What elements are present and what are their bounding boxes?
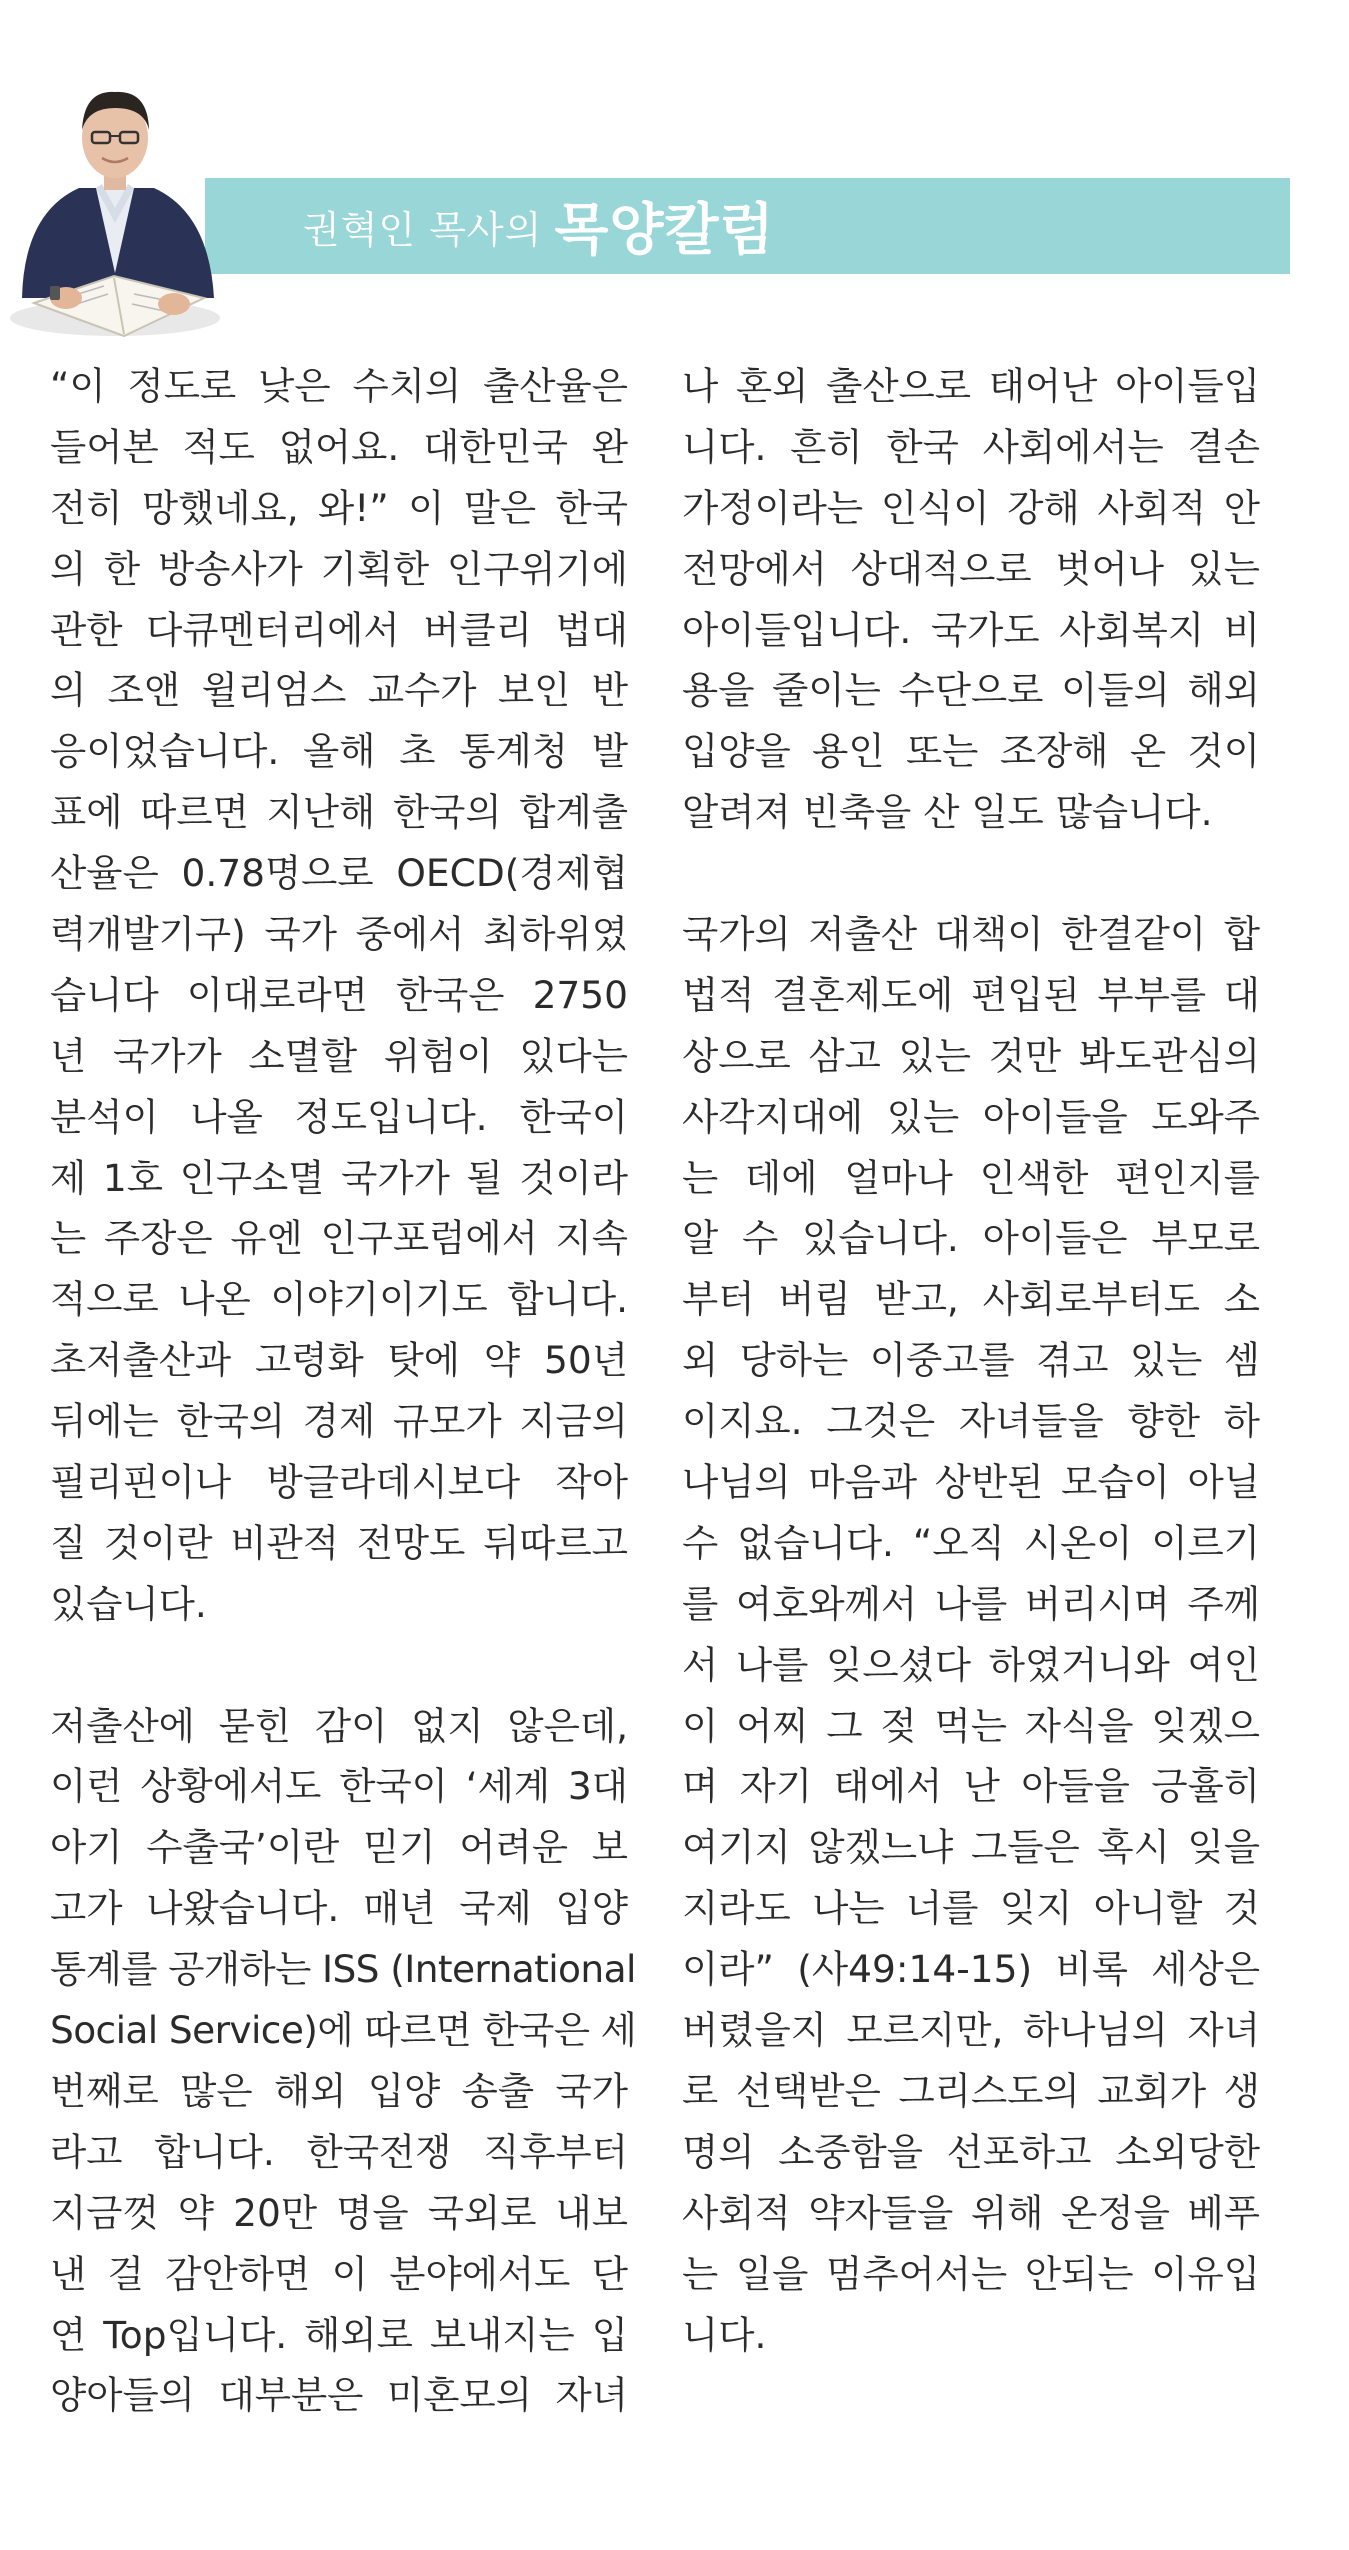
text-line: 적으로 나온 이야기이기도 합니다.	[50, 1277, 628, 1322]
author-photo	[4, 48, 226, 338]
text-line: 법적 결혼제도에 편입된 부부를 대	[682, 972, 1260, 1017]
text-line: 년 국가가 소멸할 위험이 있다는	[50, 1033, 628, 1078]
text-line: 낸 걸 감안하면 이 분야에서도 단	[50, 2251, 628, 2296]
text-line: 외 당하는 이중고를 겪고 있는 셈	[682, 1338, 1260, 1383]
text-line: 관한 다큐멘터리에서 버클리 법대	[50, 607, 628, 652]
text-line: 사각지대에 있는 아이들을 도와주	[682, 1094, 1260, 1139]
text-line: 이라” (사49:14-15) 비록 세상은	[682, 1947, 1260, 1992]
text-line: 로 선택받은 그리스도의 교회가 생	[682, 2068, 1260, 2113]
text-line: 고가 나왔습니다. 매년 국제 입양	[50, 1886, 628, 1931]
text-line: 력개발기구) 국가 중에서 최하위였	[50, 912, 628, 957]
text-line: 질 것이란 비관적 전망도 뒤따르고	[50, 1520, 628, 1565]
text-line: 번째로 많은 해외 입양 송출 국가	[50, 2068, 628, 2113]
text-line: 아이들입니다. 국가도 사회복지 비	[682, 607, 1260, 652]
left-paragraph-1	[50, 356, 628, 1635]
column-name: 목양칼럼	[554, 198, 775, 263]
right-column	[682, 356, 1260, 2365]
text-line: 의 한 방송사가 기획한 인구위기에	[50, 546, 628, 591]
text-line: 표에 따르면 지난해 한국의 합계출	[50, 790, 628, 835]
text-line: 지라도 나는 너를 잊지 아니할 것	[682, 1886, 1260, 1931]
text-line: 양아들의 대부분은 미혼모의 자녀	[50, 2373, 628, 2418]
right-paragraph-2	[682, 904, 1260, 2365]
column-header	[0, 0, 1349, 340]
text-line: 가정이라는 인식이 강해 사회적 안	[682, 485, 1260, 530]
text-line: 버렸을지 모르지만, 하나님의 자녀	[682, 2008, 1260, 2053]
text-line: 응이었습니다. 올해 초 통계청 발	[50, 729, 628, 774]
text-line: 사회적 약자들을 위해 온정을 베푸	[682, 2190, 1260, 2235]
text-line: 는 일을 멈추어서는 안되는 이유입	[682, 2251, 1260, 2296]
text-line: 이지요. 그것은 자녀들을 향한 하	[682, 1399, 1260, 1444]
text-line: 며 자기 태에서 난 아들을 긍휼히	[682, 1764, 1260, 1809]
text-line: 산율은 0.78명으로 OECD(경제협	[50, 851, 628, 896]
text-line: 수 없습니다. “오직 시온이 이르기	[682, 1520, 1260, 1565]
text-line: 라고 합니다. 한국전쟁 직후부터	[50, 2129, 628, 2174]
text-line: 용을 줄이는 수단으로 이들의 해외	[682, 668, 1260, 713]
text-line: 제 1호 인구소멸 국가가 될 것이라	[50, 1155, 628, 1200]
text-line: 알려져 빈축을 산 일도 많습니다.	[682, 790, 1213, 835]
text-line: 저출산에 묻힌 감이 없지 않은데,	[50, 1703, 628, 1748]
text-line: 습니다 이대로라면 한국은 2750	[50, 972, 628, 1017]
text-line: 통계를 공개하는 ISS (International	[50, 1947, 636, 1992]
title-banner	[205, 178, 1290, 274]
text-line: 부터 버림 받고, 사회로부터도 소	[682, 1277, 1260, 1322]
text-line: “이 정도로 낮은 수치의 출산율은	[50, 364, 628, 408]
text-line: 는 주장은 유엔 인구포럼에서 지속	[50, 1216, 628, 1261]
text-line: Social Service)에 따르면 한국은 세	[50, 2008, 637, 2053]
text-line: 나 혼외 출산으로 태어난 아이들입	[682, 364, 1260, 408]
text-line: 이 어찌 그 젖 먹는 자식을 잊겠으	[682, 1703, 1260, 1748]
column-subtitle: 권혁인 목사의	[303, 207, 543, 252]
text-line: 니다. 흔히 한국 사회에서는 결손	[682, 424, 1260, 469]
left-paragraph-2	[50, 1696, 637, 2427]
text-line: 나님의 마음과 상반된 모습이 아닐	[682, 1460, 1260, 1505]
text-line: 명의 소중함을 선포하고 소외당한	[682, 2129, 1260, 2174]
column-title	[303, 178, 775, 274]
text-line: 여기지 않겠느냐 그들은 혹시 잊을	[682, 1825, 1260, 1870]
text-line: 연 Top입니다. 해외로 보내지는 입	[50, 2312, 628, 2357]
left-column	[50, 356, 637, 2426]
text-line: 들어본 적도 없어요. 대한민국 완	[50, 424, 628, 469]
text-line: 의 조앤 윌리엄스 교수가 보인 반	[50, 668, 628, 713]
text-line: 입양을 용인 또는 조장해 온 것이	[682, 729, 1260, 774]
text-line: 있습니다.	[50, 1581, 207, 1626]
text-line: 아기 수출국’이란 믿기 어려운 보	[50, 1825, 628, 1870]
text-line: 전히 망했네요, 와!” 이 말은 한국	[50, 485, 628, 530]
text-line: 는 데에 얼마나 인색한 편인지를	[682, 1155, 1260, 1200]
text-line: 이런 상황에서도 한국이 ‘세계 3대	[50, 1764, 628, 1809]
text-line: 서 나를 잊으셨다 하였거니와 여인	[682, 1642, 1260, 1687]
text-line: 를 여호와께서 나를 버리시며 주께	[682, 1581, 1260, 1626]
paragraph-gap	[50, 1635, 628, 1696]
text-line: 국가의 저출산 대책이 한결같이 합	[682, 912, 1260, 957]
right-paragraph-1	[682, 356, 1260, 843]
text-line: 상으로 삼고 있는 것만 봐도관심의	[682, 1033, 1260, 1078]
text-line: 필리핀이나 방글라데시보다 작아	[50, 1460, 628, 1505]
text-line: 초저출산과 고령화 탓에 약 50년	[50, 1338, 628, 1383]
text-line: 지금껏 약 20만 명을 국외로 내보	[50, 2190, 628, 2235]
text-line: 전망에서 상대적으로 벗어나 있는	[682, 546, 1260, 591]
text-line: 알 수 있습니다. 아이들은 부모로	[682, 1216, 1260, 1261]
text-line: 분석이 나올 정도입니다. 한국이	[50, 1094, 628, 1139]
text-line: 니다.	[682, 2312, 767, 2357]
text-line: 뒤에는 한국의 경제 규모가 지금의	[50, 1399, 628, 1444]
paragraph-gap	[682, 843, 1260, 904]
